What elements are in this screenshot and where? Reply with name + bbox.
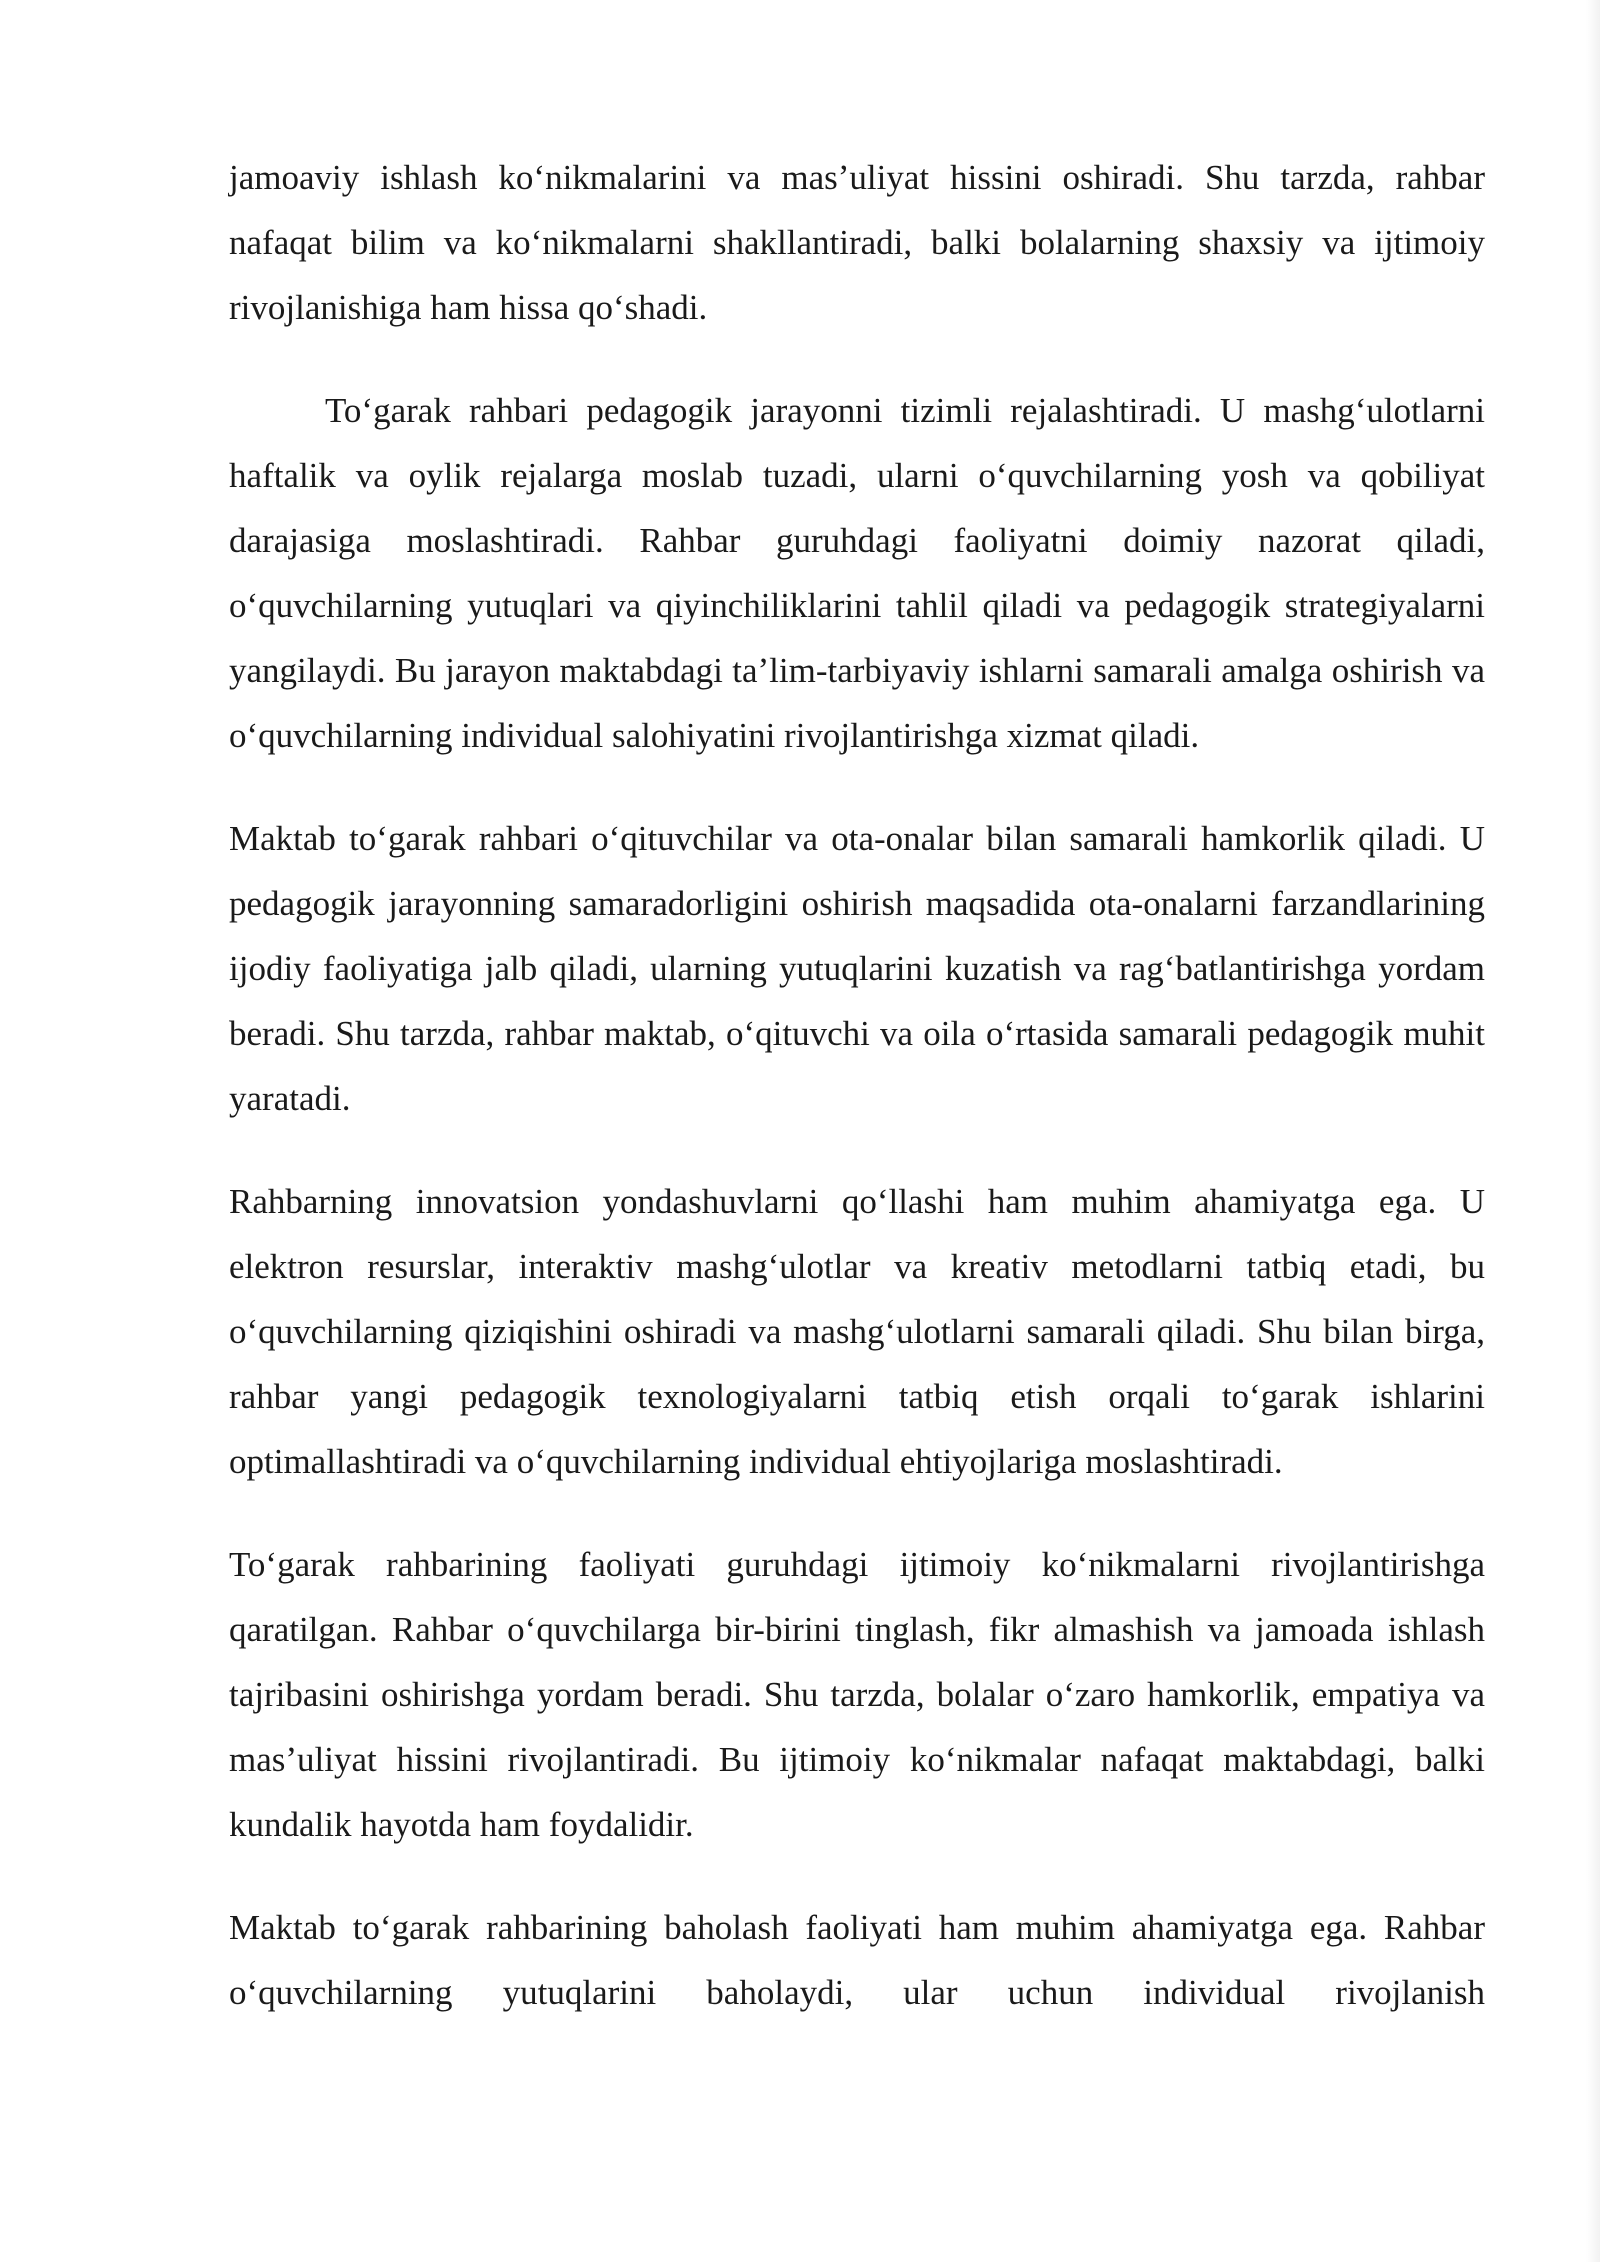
paragraph-5: Toʻgarak rahbarining faoliyati guruhdagi ijtimoiy koʻnikmalarni rivojlantirishga qaratilgan. Rahbar oʻquvchilarga bir-birini tinglash, fikr almashish va jamoada ishlash tajribasini oshirishga yordam beradi. Shu tarzda, bolalar oʻzaro hamkorlik, empatiya va masʼuliyat hissini rivojlantiradi. Bu ijtimoiy koʻnikmalar nafaqat maktabdagi, balki kundalik hayotda ham foydalidir.	[229, 1545, 1485, 1844]
paragraph-1: jamoaviy ishlash koʻnikmalarini va masʼuliyat hissini oshiradi. Shu tarzda, rahbar nafaqat bilim va koʻnikmalarni shakllantiradi, balki bolalarning shaxsiy va ijtimoiy rivojlanishiga ham hissa qoʻshadi.	[229, 158, 1485, 327]
body-text	[229, 145, 1485, 2025]
paragraph-4: Rahbarning innovatsion yondashuvlarni qoʻllashi ham muhim ahamiyatga ega. U elektron resurslar, interaktiv mashgʻulotlar va kreativ metodlarni tatbiq etadi, bu oʻquvchilarning qiziqishini oshiradi va mashgʻulotlarni samarali qiladi. Shu bilan birga, rahbar yangi pedagogik texnologiyalarni tatbiq etish orqali toʻgarak ishlarini optimallashtiradi va oʻquvchilarning individual ehtiyojlariga moslashtiradi.	[229, 1182, 1485, 1481]
paragraph-2: Toʻgarak rahbari pedagogik jarayonni tizimli rejalashtiradi. U mashgʻulotlarni haftalik va oylik rejalarga moslab tuzadi, ularni oʻquvchilarning yosh va qobiliyat darajasiga moslashtiradi. Rahbar guruhdagi faoliyatni doimiy nazorat qiladi, oʻquvchilarning yutuqlari va qiyinchiliklarini tahlil qiladi va pedagogik strategiyalarni yangilaydi. Bu jarayon maktabdagi taʼlim-tarbiyaviy ishlarni samarali amalga oshirish va oʻquvchilarning individual salohiyatini rivojlantirishga xizmat qiladi.	[229, 391, 1485, 755]
paragraph-3: Maktab toʻgarak rahbari oʻqituvchilar va ota-onalar bilan samarali hamkorlik qiladi. U pedagogik jarayonning samaradorligini oshirish maqsadida ota-onalarni farzandlarining ijodiy faoliyatiga jalb qiladi, ularning yutuqlarini kuzatish va ragʻbatlantirishga yordam beradi. Shu tarzda, rahbar maktab, oʻqituvchi va oila oʻrtasida samarali pedagogik muhit yaratadi.	[229, 819, 1485, 1118]
page-edge-shadow	[1586, 0, 1600, 2262]
paragraph-6: Maktab toʻgarak rahbarining baholash faoliyati ham muhim ahamiyatga ega. Rahbar oʻquvchilarning yutuqlarini baholaydi, ular uchun individual rivojlanish	[229, 1908, 1485, 2012]
